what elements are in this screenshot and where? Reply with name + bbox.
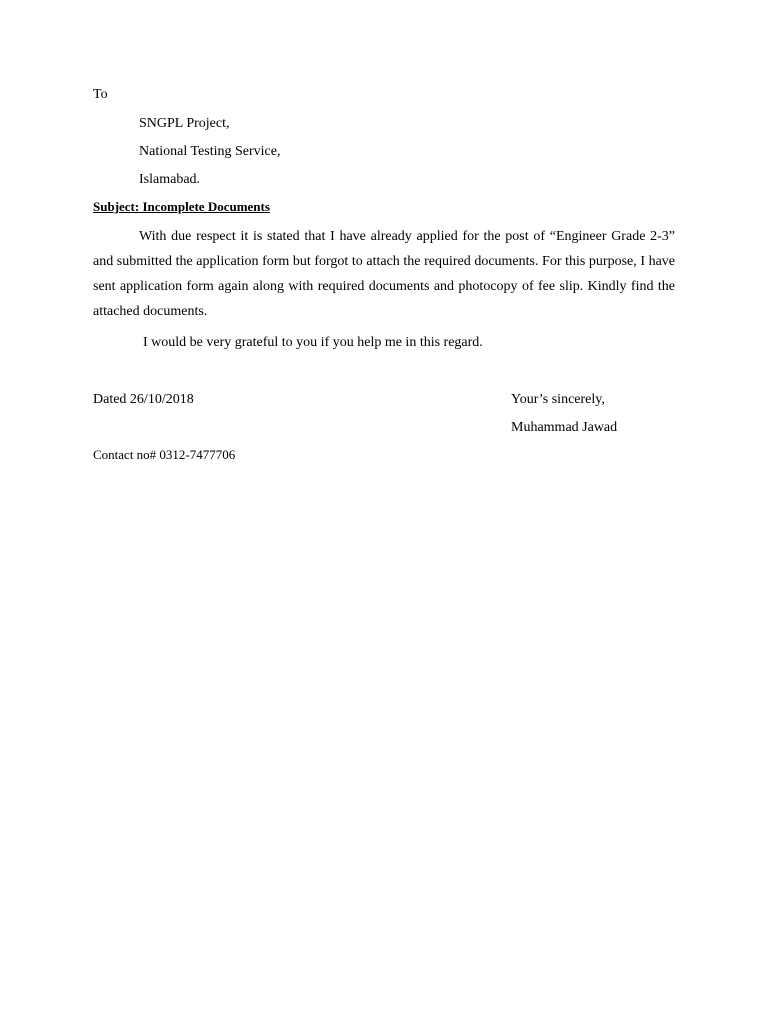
recipient-line-1: SNGPL Project,: [139, 116, 230, 131]
salutation-to: To: [93, 87, 108, 102]
body-paragraph: With due respect it is stated that I have already applied for the post of “Engineer Grade 2-3” and submitted the application form but forgot to attach the required documents. For this purpose, I have sent application form again along with required documents and photocopy of fee slip. Kindly find the attached documents.: [93, 229, 675, 319]
date-line: Dated 26/10/2018: [93, 392, 194, 407]
recipient-line-3: Islamabad.: [139, 172, 201, 187]
sign-off: Your’s sincerely,: [511, 392, 605, 407]
recipient-line-2: National Testing Service,: [139, 144, 281, 159]
contact-number: Contact no# 0312-7477706: [93, 447, 236, 462]
subject-line: Subject: Incomplete Documents: [93, 199, 270, 214]
closing-paragraph: I would be very grateful to you if you help me in this regard.: [143, 335, 483, 350]
signer-name: Muhammad Jawad: [511, 420, 618, 435]
